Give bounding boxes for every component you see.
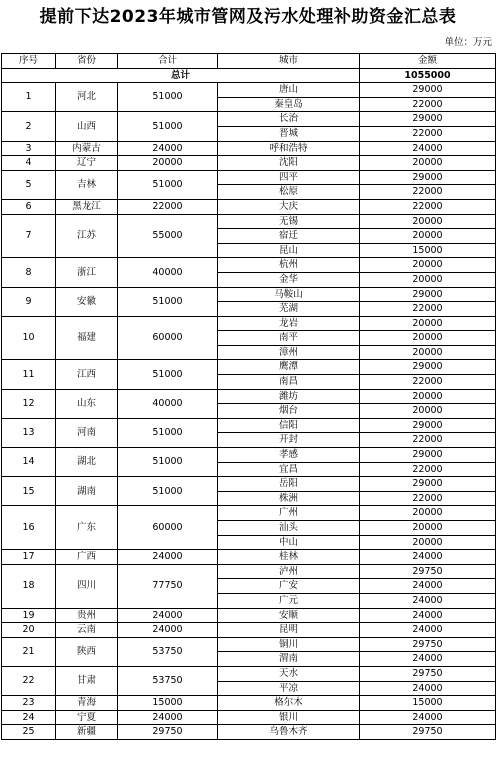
province-total-cell: 60000 <box>118 316 218 360</box>
province-no-cell: 22 <box>2 666 56 695</box>
province-name-cell: 黑龙江 <box>56 199 118 214</box>
city-name-cell: 泸州 <box>218 564 360 579</box>
province-no-cell: 10 <box>2 316 56 360</box>
city-name-cell: 安顺 <box>218 608 360 623</box>
province-name-cell: 新疆 <box>56 725 118 740</box>
province-total-cell: 51000 <box>118 170 218 199</box>
table-row <box>2 287 496 302</box>
table-row <box>2 666 496 681</box>
table-row <box>2 696 496 711</box>
province-name-cell: 四川 <box>56 564 118 608</box>
table-row <box>2 637 496 652</box>
city-amount-cell: 29750 <box>360 564 496 579</box>
city-name-cell: 广州 <box>218 506 360 521</box>
city-name-cell: 大庆 <box>218 199 360 214</box>
province-no-cell: 12 <box>2 389 56 418</box>
city-amount-cell: 22000 <box>360 433 496 448</box>
city-amount-cell: 20000 <box>360 389 496 404</box>
summary-row <box>2 68 496 83</box>
province-total-cell: 24000 <box>118 141 218 156</box>
city-amount-cell: 29750 <box>360 637 496 652</box>
province-total-cell: 40000 <box>118 389 218 418</box>
table-row <box>2 83 496 98</box>
table-row <box>2 170 496 185</box>
city-name-cell: 昆山 <box>218 243 360 258</box>
city-amount-cell: 29750 <box>360 666 496 681</box>
city-amount-cell: 24000 <box>360 623 496 638</box>
city-name-cell: 宜昌 <box>218 462 360 477</box>
province-no-cell: 6 <box>2 199 56 214</box>
province-no-cell: 8 <box>2 258 56 287</box>
city-amount-cell: 15000 <box>360 696 496 711</box>
city-amount-cell: 20000 <box>360 316 496 331</box>
city-amount-cell: 20000 <box>360 521 496 536</box>
province-no-cell: 24 <box>2 710 56 725</box>
province-total-cell: 51000 <box>118 112 218 141</box>
header-amount: 金额 <box>360 54 496 69</box>
city-amount-cell: 20000 <box>360 331 496 346</box>
province-total-cell: 51000 <box>118 448 218 477</box>
unit-label: 单位：万元 <box>444 37 492 48</box>
province-name-cell: 广西 <box>56 550 118 565</box>
city-name-cell: 汕头 <box>218 521 360 536</box>
city-name-cell: 漳州 <box>218 345 360 360</box>
province-name-cell: 内蒙古 <box>56 141 118 156</box>
province-total-cell: 22000 <box>118 199 218 214</box>
city-name-cell: 广元 <box>218 593 360 608</box>
table-row <box>2 725 496 740</box>
header-row <box>2 54 496 69</box>
province-no-cell: 14 <box>2 448 56 477</box>
province-no-cell: 5 <box>2 170 56 199</box>
city-amount-cell: 29000 <box>360 448 496 463</box>
summary-label: 总计 <box>2 68 360 83</box>
city-amount-cell: 24000 <box>360 141 496 156</box>
table-row <box>2 506 496 521</box>
province-total-cell: 24000 <box>118 623 218 638</box>
table-row <box>2 141 496 156</box>
table-row <box>2 316 496 331</box>
province-name-cell: 山东 <box>56 389 118 418</box>
province-no-cell: 18 <box>2 564 56 608</box>
province-name-cell: 吉林 <box>56 170 118 199</box>
province-total-cell: 77750 <box>118 564 218 608</box>
city-name-cell: 秦皇岛 <box>218 97 360 112</box>
province-name-cell: 陕西 <box>56 637 118 666</box>
table-row <box>2 477 496 492</box>
province-name-cell: 贵州 <box>56 608 118 623</box>
city-amount-cell: 29000 <box>360 83 496 98</box>
city-name-cell: 岳阳 <box>218 477 360 492</box>
province-total-cell: 51000 <box>118 360 218 389</box>
province-total-cell: 24000 <box>118 550 218 565</box>
city-amount-cell: 24000 <box>360 550 496 565</box>
table-row <box>2 199 496 214</box>
city-amount-cell: 20000 <box>360 229 496 244</box>
header-province: 省份 <box>56 54 118 69</box>
province-name-cell: 辽宁 <box>56 156 118 171</box>
province-total-cell: 29750 <box>118 725 218 740</box>
province-total-cell: 51000 <box>118 418 218 447</box>
header-city: 城市 <box>218 54 360 69</box>
province-no-cell: 23 <box>2 696 56 711</box>
city-name-cell: 银川 <box>218 710 360 725</box>
province-name-cell: 河南 <box>56 418 118 447</box>
city-amount-cell: 22000 <box>360 199 496 214</box>
table-row <box>2 156 496 171</box>
city-name-cell: 格尔木 <box>218 696 360 711</box>
city-name-cell: 乌鲁木齐 <box>218 725 360 740</box>
city-name-cell: 铜川 <box>218 637 360 652</box>
city-amount-cell: 29000 <box>360 360 496 375</box>
province-name-cell: 浙江 <box>56 258 118 287</box>
province-total-cell: 51000 <box>118 477 218 506</box>
city-amount-cell: 20000 <box>360 156 496 171</box>
province-no-cell: 21 <box>2 637 56 666</box>
page-title: 提前下达2023年城市管网及污水处理补助资金汇总表 <box>39 7 457 27</box>
city-amount-cell: 20000 <box>360 404 496 419</box>
province-total-cell: 24000 <box>118 608 218 623</box>
province-name-cell: 青海 <box>56 696 118 711</box>
city-name-cell: 鹰潭 <box>218 360 360 375</box>
province-name-cell: 湖南 <box>56 477 118 506</box>
city-amount-cell: 24000 <box>360 681 496 696</box>
city-amount-cell: 24000 <box>360 608 496 623</box>
city-amount-cell: 22000 <box>360 302 496 317</box>
city-name-cell: 南平 <box>218 331 360 346</box>
city-amount-cell: 22000 <box>360 185 496 200</box>
city-amount-cell: 22000 <box>360 491 496 506</box>
city-amount-cell: 24000 <box>360 710 496 725</box>
city-name-cell: 杭州 <box>218 258 360 273</box>
city-name-cell: 晋城 <box>218 126 360 141</box>
city-name-cell: 南昌 <box>218 375 360 390</box>
province-name-cell: 山西 <box>56 112 118 141</box>
province-total-cell: 40000 <box>118 258 218 287</box>
city-name-cell: 烟台 <box>218 404 360 419</box>
header-total: 合计 <box>118 54 218 69</box>
city-name-cell: 金华 <box>218 272 360 287</box>
city-amount-cell: 20000 <box>360 272 496 287</box>
table-row <box>2 550 496 565</box>
city-name-cell: 四平 <box>218 170 360 185</box>
province-no-cell: 20 <box>2 623 56 638</box>
city-name-cell: 开封 <box>218 433 360 448</box>
city-amount-cell: 24000 <box>360 593 496 608</box>
city-name-cell: 中山 <box>218 535 360 550</box>
province-name-cell: 江苏 <box>56 214 118 258</box>
city-amount-cell: 20000 <box>360 535 496 550</box>
province-name-cell: 安徽 <box>56 287 118 316</box>
city-name-cell: 呼和浩特 <box>218 141 360 156</box>
province-no-cell: 16 <box>2 506 56 550</box>
summary-value: 1055000 <box>360 68 496 83</box>
city-name-cell: 松原 <box>218 185 360 200</box>
city-name-cell: 昆明 <box>218 623 360 638</box>
province-name-cell: 甘肃 <box>56 666 118 695</box>
table-row <box>2 214 496 229</box>
city-amount-cell: 29000 <box>360 170 496 185</box>
city-name-cell: 孝感 <box>218 448 360 463</box>
province-no-cell: 19 <box>2 608 56 623</box>
city-amount-cell: 20000 <box>360 258 496 273</box>
province-no-cell: 3 <box>2 141 56 156</box>
province-name-cell: 江西 <box>56 360 118 389</box>
province-total-cell: 15000 <box>118 696 218 711</box>
table-row <box>2 258 496 273</box>
city-name-cell: 天水 <box>218 666 360 681</box>
table-row <box>2 623 496 638</box>
city-name-cell: 马鞍山 <box>218 287 360 302</box>
city-amount-cell: 20000 <box>360 345 496 360</box>
city-amount-cell: 24000 <box>360 579 496 594</box>
table-row <box>2 389 496 404</box>
province-total-cell: 20000 <box>118 156 218 171</box>
city-amount-cell: 29000 <box>360 418 496 433</box>
province-no-cell: 13 <box>2 418 56 447</box>
province-no-cell: 9 <box>2 287 56 316</box>
city-amount-cell: 22000 <box>360 126 496 141</box>
city-name-cell: 信阳 <box>218 418 360 433</box>
province-name-cell: 湖北 <box>56 448 118 477</box>
city-name-cell: 沈阳 <box>218 156 360 171</box>
province-no-cell: 1 <box>2 83 56 112</box>
table-row <box>2 608 496 623</box>
city-amount-cell: 29000 <box>360 287 496 302</box>
city-amount-cell: 22000 <box>360 462 496 477</box>
city-name-cell: 平凉 <box>218 681 360 696</box>
province-name-cell: 云南 <box>56 623 118 638</box>
province-no-cell: 7 <box>2 214 56 258</box>
province-name-cell: 广东 <box>56 506 118 550</box>
province-total-cell: 53750 <box>118 637 218 666</box>
province-no-cell: 2 <box>2 112 56 141</box>
city-amount-cell: 29000 <box>360 112 496 127</box>
city-name-cell: 广安 <box>218 579 360 594</box>
province-no-cell: 17 <box>2 550 56 565</box>
header-no: 序号 <box>2 54 56 69</box>
city-name-cell: 桂林 <box>218 550 360 565</box>
funding-summary-table <box>1 53 496 740</box>
table-row <box>2 112 496 127</box>
city-amount-cell: 22000 <box>360 375 496 390</box>
province-total-cell: 60000 <box>118 506 218 550</box>
city-amount-cell: 20000 <box>360 506 496 521</box>
province-total-cell: 53750 <box>118 666 218 695</box>
province-no-cell: 25 <box>2 725 56 740</box>
table-row <box>2 418 496 433</box>
city-name-cell: 唐山 <box>218 83 360 98</box>
province-total-cell: 55000 <box>118 214 218 258</box>
city-name-cell: 潍坊 <box>218 389 360 404</box>
city-amount-cell: 24000 <box>360 652 496 667</box>
city-name-cell: 渭南 <box>218 652 360 667</box>
province-name-cell: 河北 <box>56 83 118 112</box>
table-row <box>2 448 496 463</box>
city-amount-cell: 29750 <box>360 725 496 740</box>
city-name-cell: 无锡 <box>218 214 360 229</box>
province-total-cell: 24000 <box>118 710 218 725</box>
province-no-cell: 4 <box>2 156 56 171</box>
province-total-cell: 51000 <box>118 83 218 112</box>
city-amount-cell: 15000 <box>360 243 496 258</box>
city-name-cell: 龙岩 <box>218 316 360 331</box>
city-name-cell: 株洲 <box>218 491 360 506</box>
province-no-cell: 11 <box>2 360 56 389</box>
table-row <box>2 360 496 375</box>
city-name-cell: 宿迁 <box>218 229 360 244</box>
table-row <box>2 710 496 725</box>
city-name-cell: 长治 <box>218 112 360 127</box>
province-name-cell: 福建 <box>56 316 118 360</box>
province-total-cell: 51000 <box>118 287 218 316</box>
city-amount-cell: 20000 <box>360 214 496 229</box>
city-amount-cell: 22000 <box>360 97 496 112</box>
province-name-cell: 宁夏 <box>56 710 118 725</box>
province-no-cell: 15 <box>2 477 56 506</box>
city-name-cell: 芜湖 <box>218 302 360 317</box>
table-row <box>2 564 496 579</box>
city-amount-cell: 29000 <box>360 477 496 492</box>
